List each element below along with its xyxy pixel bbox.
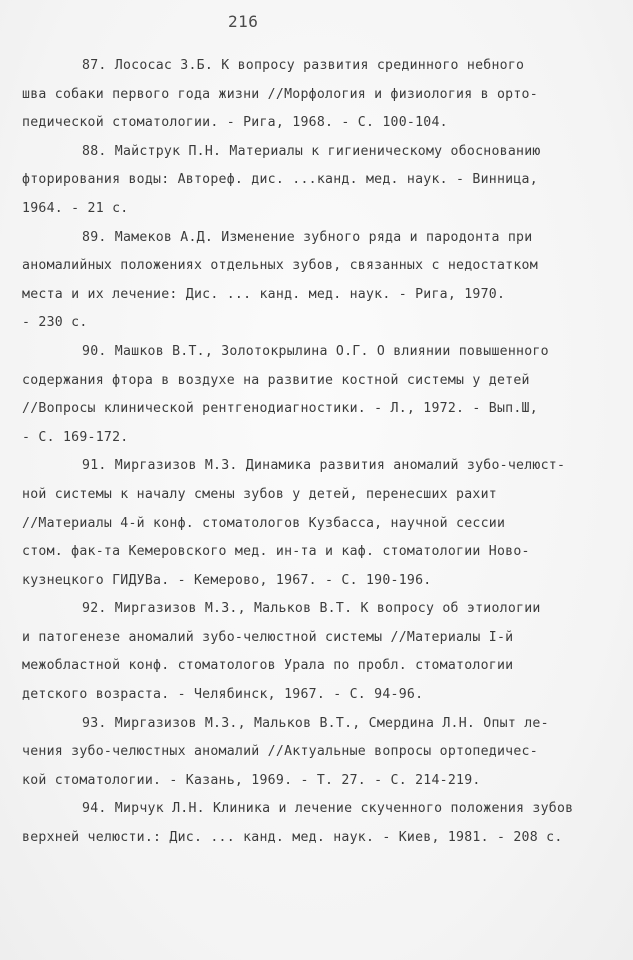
entry-first-line: 94. Мирчук Л.Н. Клиника и лечение скученного положения зубов <box>82 801 574 817</box>
entry-line: 1964. - 21 с. <box>22 200 129 216</box>
entry-line: //Материалы 4-й конф. стоматологов Кузбасса, научной сессии <box>22 515 506 531</box>
entry-line: и патогенезе аномалий зубо-челюстной системы //Материалы I-й <box>22 629 514 645</box>
entry-first-line: 88. Майструк П.Н. Материалы к гигиеническому обоснованию <box>82 143 541 159</box>
bibliography-entry <box>22 595 612 709</box>
entry-line: места и их лечение: Дис. ... канд. мед. наук. - Рига, 1970. <box>22 286 506 302</box>
entry-first-line: 89. Мамеков А.Д. Изменение зубного ряда и пародонта при <box>82 229 533 245</box>
entry-line: //Вопросы клинической рентгенодиагностики. - Л., 1972. - Вып.Ш, <box>22 401 538 417</box>
entry-first-line: 92. Миргазизов М.З., Мальков В.Т. К вопросу об этиологии <box>82 601 541 617</box>
bibliography-entry <box>22 224 612 338</box>
bibliography-entry <box>22 338 612 452</box>
entry-line: фторирования воды: Автореф. дис. ...канд. мед. наук. - Винница, <box>22 172 538 188</box>
entry-line: чения зубо-челюстных аномалий //Актуальные вопросы ортопедичес- <box>22 744 538 760</box>
entry-line: детского возраста. - Челябинск, 1967. - С. 94-96. <box>22 687 424 703</box>
entry-line: педической стоматологии. - Рига, 1968. - С. 100-104. <box>22 115 448 131</box>
entry-line: стом. фак-та Кемеровского мед. ин-та и каф. стоматологии Ново- <box>22 544 530 560</box>
entry-line: верхней челюсти.: Дис. ... канд. мед. наук. - Киев, 1981. - 208 с. <box>22 830 563 846</box>
bibliography-entry <box>22 795 612 852</box>
entry-line: содержания фтора в воздухе на развитие костной системы у детей <box>22 372 530 388</box>
bibliography-entry <box>22 138 612 224</box>
entry-first-line: 91. Миргазизов М.З. Динамика развития аномалий зубо-челюст- <box>82 458 566 474</box>
entry-line: - С. 169-172. <box>22 429 129 445</box>
bibliography-entry <box>22 52 612 138</box>
entry-line: кой стоматологии. - Казань, 1969. - Т. 27. - С. 214-219. <box>22 772 481 788</box>
bibliography-entry <box>22 710 612 796</box>
bibliography-list <box>22 52 612 853</box>
entry-line: - 230 с. <box>22 315 88 331</box>
entry-line: ной системы к началу смены зубов у детей, перенесших рахит <box>22 486 497 502</box>
bibliography-entry <box>22 452 612 595</box>
entry-line: аномалийных положениях отдельных зубов, связанных с недостатком <box>22 258 538 274</box>
page-number: 216 <box>228 12 259 31</box>
entry-line: кузнецкого ГИДУВа. - Кемерово, 1967. - С. 190-196. <box>22 572 432 588</box>
entry-first-line: 93. Миргазизов М.З., Мальков В.Т., Смердина Л.Н. Опыт ле- <box>82 715 549 731</box>
entry-line: шва собаки первого года жизни //Морфология и физиология в орто- <box>22 86 538 102</box>
entry-first-line: 87. Лососас З.Б. К вопросу развития срединного небного <box>82 58 525 73</box>
entry-first-line: 90. Машков В.Т., Золотокрылина О.Г. О влиянии повышенного <box>82 343 549 359</box>
entry-line: межобластной конф. стоматологов Урала по пробл. стоматологии <box>22 658 514 674</box>
